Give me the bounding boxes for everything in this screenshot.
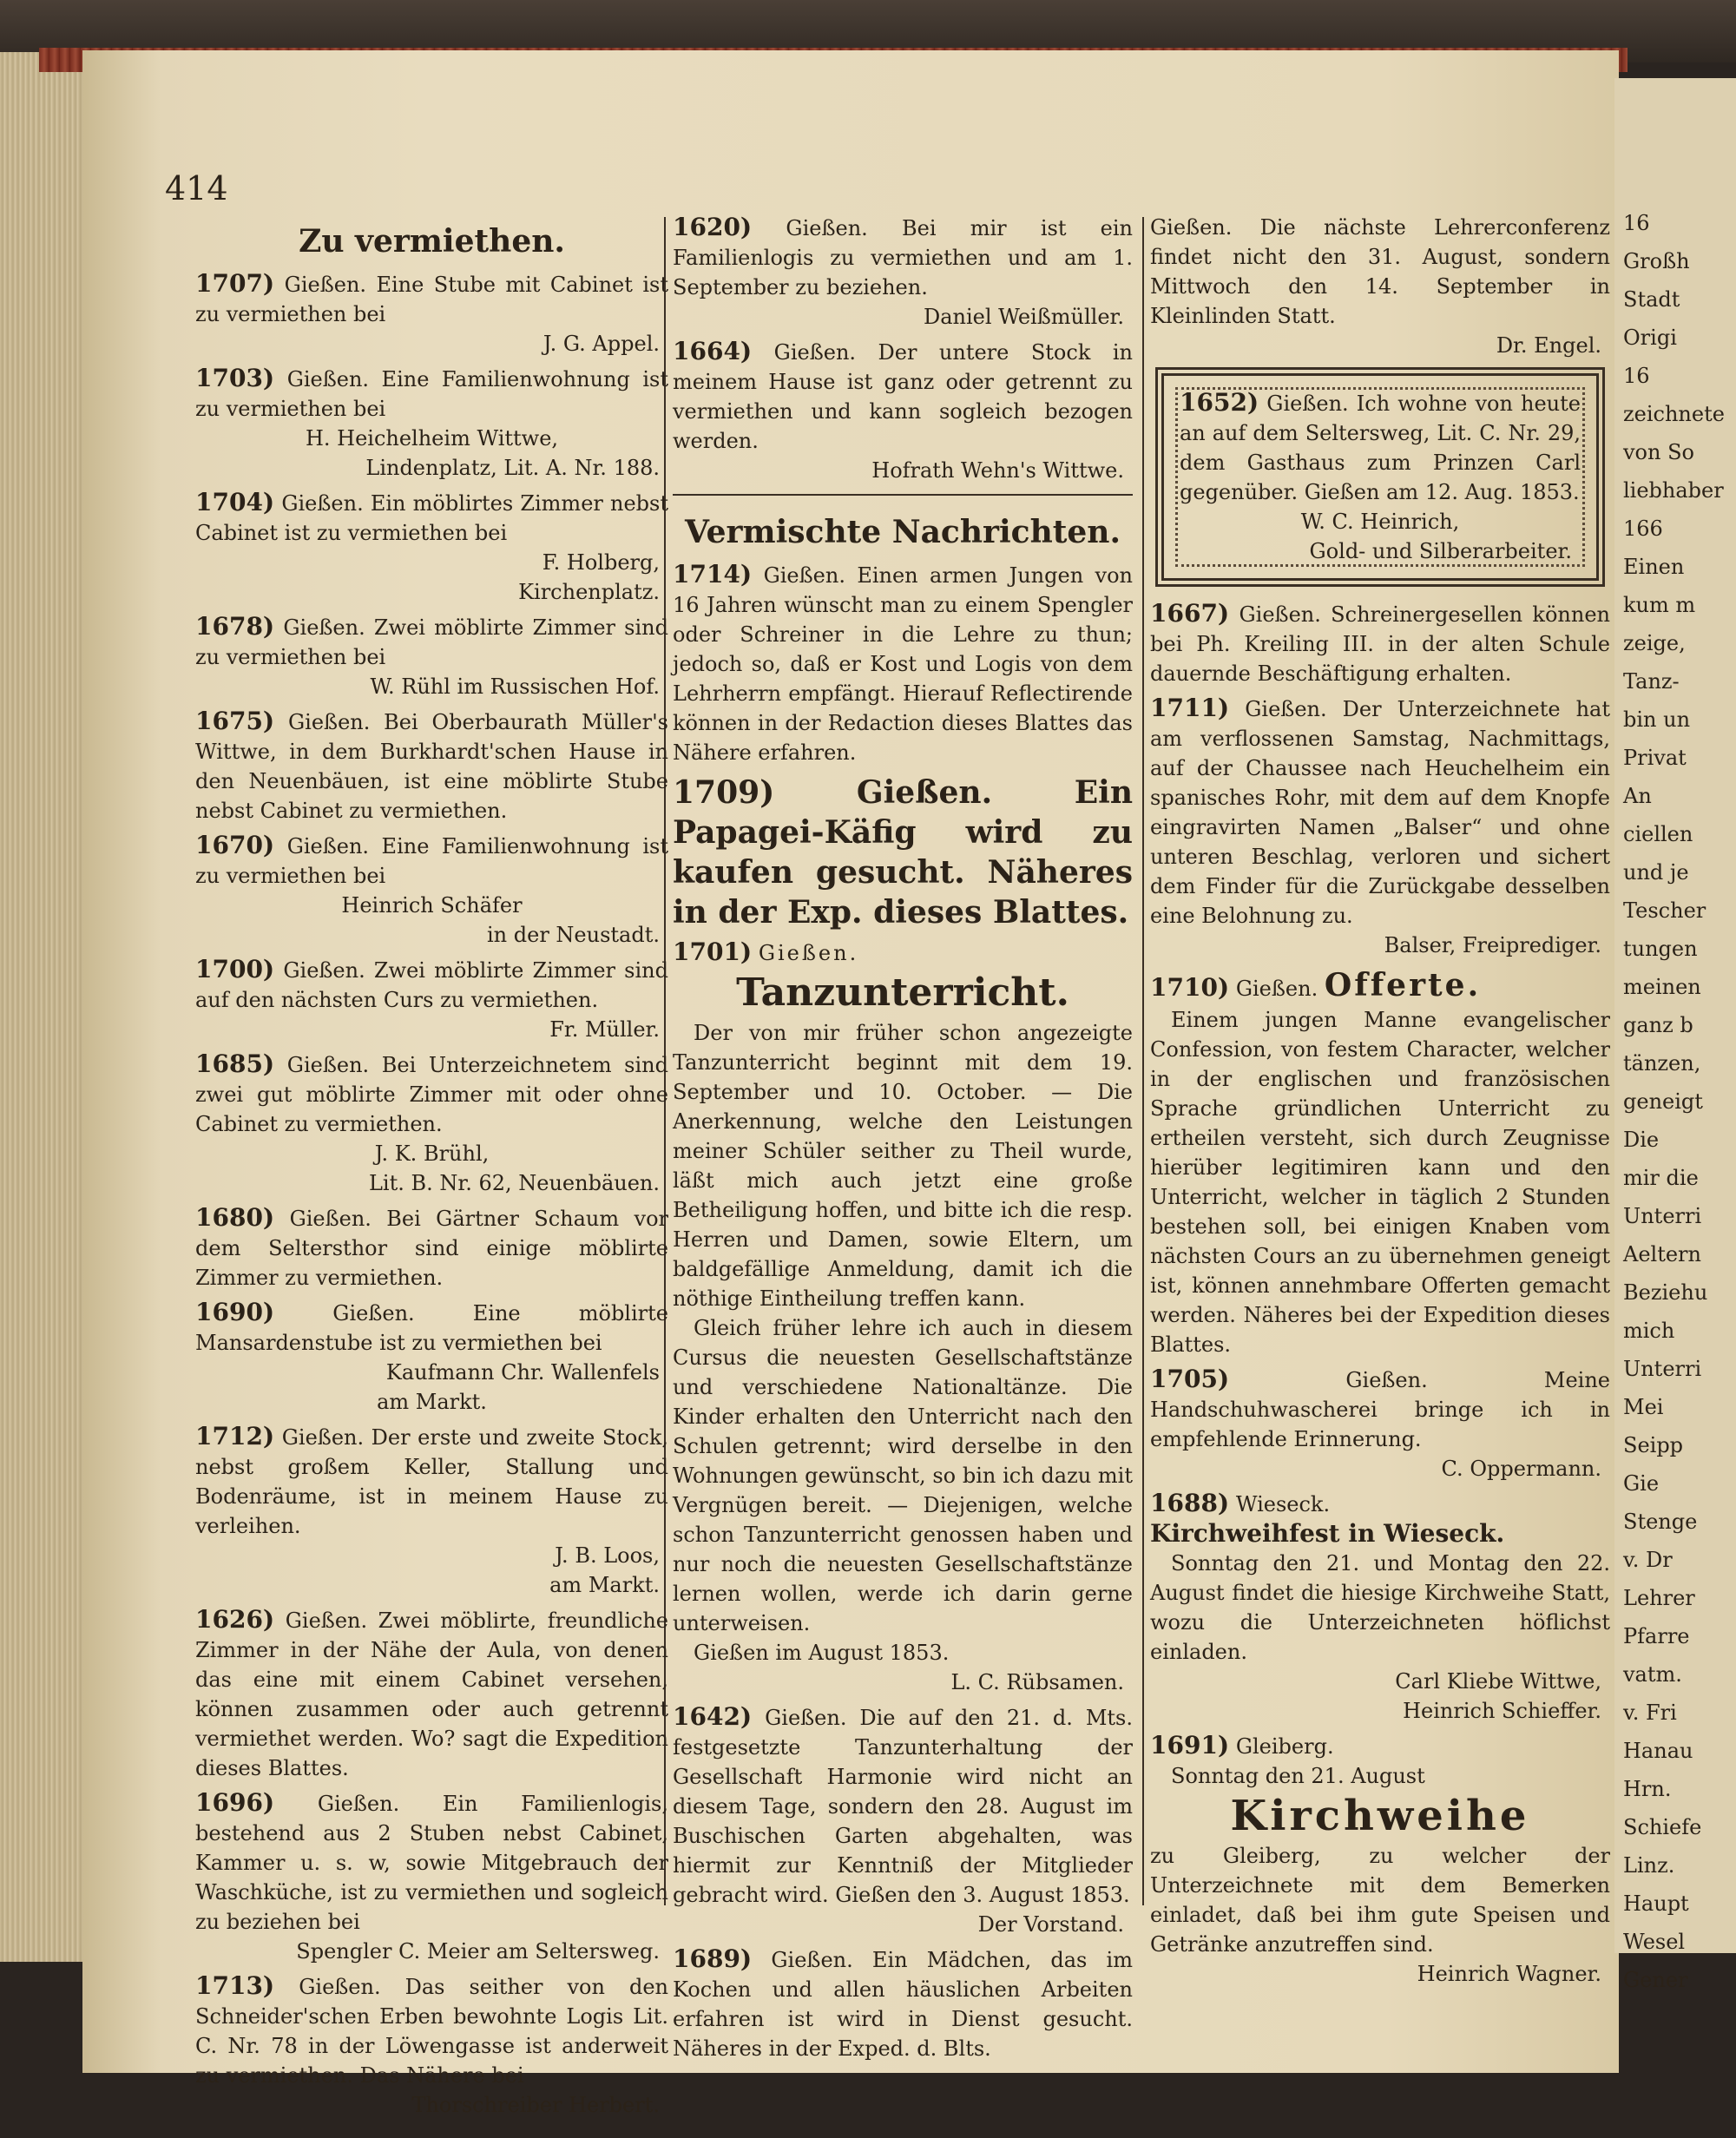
ad-1652-framed: 1652) Gießen. Ich wohne von heute an auf dem Seltersweg, Lit. C. Nr. 29, dem Gasthaus zum Prinzen Carl gegenüber. Gießen am 12. Aug. 1853. W. C. Heinrich, Gold- und Silberarbeiter. [1155,367,1605,587]
fragment-line: An [1623,784,1652,808]
ad-1626: 1626) Gießen. Zwei möblirte, freundliche Zimmer in der Nähe der Aula, von denen das eine mit einem Cabinet versehen, können zusammen oder auch getrennt vermiethet werden. Wo? sagt die Expedition dieses Blattes. [195,1605,668,1780]
ad-1690: 1690) Gießen. Eine möblirte Mansardenstube ist zu vermiethen bei Kaufmann Chr. Wallenfels am Markt. [195,1298,668,1414]
fragment-line: Pfarre [1623,1624,1690,1648]
fragment-line: Lehrer [1623,1586,1695,1610]
fragment-line: 166 [1623,516,1663,541]
fragment-line: bin un [1623,707,1691,732]
ad-1642: 1642) Gießen. Die auf den 21. d. Mts. festgesetzte Tanzunterhaltung der Gesellschaft Harmonie wird nicht an diesem Tage, sondern den 28. August im Buschischen Garten abgehalten, was hiermit zur Kenntniß der Mitglieder gebracht wird. Gießen den 3. August 1853. Der Vorstand. [673,1702,1133,1937]
fragment-line: von So [1623,440,1694,464]
fragment-line: ciellen [1623,822,1693,846]
fragment-line: mir die [1623,1166,1699,1190]
section-rule [673,494,1133,496]
fragment-line: tänzen, [1623,1051,1701,1076]
fragment-line: Unterri [1623,1357,1702,1381]
page-number: 414 [165,169,228,207]
ad-headline: Offerte. [1324,967,1482,1003]
ad-1675: 1675) Gießen. Bei Oberbaurath Müller's Wittwe, in dem Burkhardt'schen Hause in den Neuenbäuen, ist eine möblirte Stube nebst Cabinet zu vermiethen. [195,707,668,823]
section-heading: Zu vermiethen. [299,223,565,260]
ad-1714: 1714) Gießen. Einen armen Jungen von 16 Jahren wünscht man zu einem Spengler oder Schreiner in die Lehre zu thun; jedoch so, daß er Kost und Logis von dem Lehrherrn empfängt. Hierauf Reflectirende können in der Redaction dieses Blattes das Nähere erfahren. [673,560,1133,765]
ad-1696: 1696) Gießen. Ein Familienlogis, bestehend aus 2 Stuben nebst Cabinet, Kammer u. s. w, sowie Mitgebrauch der Waschküche, ist zu vermiethen und sogleich zu beziehen bei Spengler C. Meier am Seltersweg. [195,1788,668,1964]
fragment-line: zeige, [1623,631,1686,655]
fragment-line: Stadt [1623,287,1680,312]
fragment-line: vatm. [1623,1662,1682,1687]
fragment-line: 16 [1623,211,1650,235]
ad-1712: 1712) Gießen. Der erste und zweite Stock, nebst großem Keller, Stallung und Bodenräume, ist in meinem Hause zu verleihen. J. B. Loos, am Markt. [195,1422,668,1597]
fragment-line: Tanz- [1623,669,1680,694]
fragment-line: Einen [1623,555,1685,579]
fragment-line: liebhaber [1623,478,1724,503]
fragment-line: und je [1623,860,1689,885]
fragment-line: mich [1623,1319,1675,1343]
ad-headline: Tanzunterricht. [736,970,1069,1015]
ad-1713: 1713) Gießen. Das seither von den Schneider'schen Erben bewohnte Logis Lit. C. Nr. 78 in der Löwengasse ist anderweit zu vermiethen. Das Nähere bei Thorschreiber Herbert. [195,1971,668,2117]
ad-1667: 1667) Gießen. Schreinergesellen können bei Ph. Kreiling III. in der alten Schule dauernde Beschäftigung erhalten. [1150,599,1610,686]
fragment-line: Großh [1623,249,1690,273]
fragment-line: Mei [1623,1395,1664,1419]
fragment-line: tungen [1623,937,1698,961]
ad-1710: 1710) Gießen. Offerte. Einem jungen Manne evangelischer Confession, von festem Character, welcher in der englischen und französischen Sprache gründlichen Unterricht zu ertheilen versteht, sich durch Zeugnisse hierüber legitimiren kann und den Unterricht, welcher in täglich 2 Stunden bestehen soll, bei einigen Knaben vom nächsten Cours an zu übernehmen geneigt ist, können annehmbare Offerten gemacht werden. Näheres bei der Expedition dieses Blattes. [1150,967,1610,1357]
fragment-line: Hrn. [1623,1777,1672,1801]
column-three [1150,213,1610,1994]
fragment-line: Gener [1623,1968,1688,1992]
ad-headline: Kirchweihfest in Wieseck. [1150,1519,1505,1548]
ad-1688: 1688) Wieseck. Kirchweihfest in Wieseck. Sonntag den 21. und Montag den 22. August findet die hiesige Kirchweihe Statt, wozu die Unterzeichneten höflichst einladen. Carl Kliebe Wittwe, Heinrich Schieffer. [1150,1489,1610,1723]
ad-1703: 1703) Gießen. Eine Familienwohnung ist zu vermiethen bei H. Heichelheim Wittwe, Lindenplatz, Lit. A. Nr. 188. [195,364,668,480]
ad-1680: 1680) Gießen. Bei Gärtner Schaum vor dem Seltersthor sind einige möblirte Zimmer zu vermiethen. [195,1203,668,1290]
fragment-line: geneigt [1623,1089,1703,1114]
fragment-line: Gie [1623,1471,1660,1496]
fragment-line: kum m [1623,593,1696,617]
fragment-line: Beziehu [1623,1280,1708,1305]
fragment-line: Unterri [1623,1204,1702,1228]
ad-headline: Kirchweihe [1230,1792,1530,1840]
ad-1685: 1685) Gießen. Bei Unterzeichnetem sind zwei gut möblirte Zimmer mit oder ohne Cabinet zu vermiethen. J. K. Brühl, Lit. B. Nr. 62, Neuenbäuen. [195,1049,668,1195]
fragment-line: Haupt [1623,1891,1689,1916]
fragment-line: Die [1623,1128,1660,1152]
fragment-line: Hanau [1623,1739,1693,1763]
fragment-line: ganz b [1623,1013,1693,1037]
ad-1691: 1691) Gleiberg. Sonntag den 21. August Kirchweihe zu Gleiberg, zu welcher der Unterzeichnete mit dem Bemerken einladet, daß bei ihm gute Speisen und Getränke anzutreffen sind. Heinrich Wagner. [1150,1731,1610,1986]
ad-1670: 1670) Gießen. Eine Familienwohnung ist zu vermiethen bei Heinrich Schäfer in der Neustadt. [195,831,668,947]
fragment-line: Tescher [1623,898,1706,923]
ad-1711: 1711) Gießen. Der Unterzeichnete hat am verflossenen Samstag, Nachmittags, auf der Chaussee nach Heuchelheim ein spanisches Rohr, mit dem auf dem Knopfe eingravirten Namen „Balser“ und ohne unteren Beschlag, verloren und sichert dem Finder für die Zurückgabe desselben eine Belohnung zu. Balser, Freiprediger. [1150,694,1610,957]
ad-1701: 1701) Gießen. Tanzunterricht. Der von mir früher schon angezeigte Tanzunterricht beginnt mit dem 19. September und 10. October. — Die Anerkennung, welche den Leistungen meiner Schüler seither zu Theil wurde, läßt mich auch jetzt eine große Betheiligung hoffen, und bitte ich die resp. Herren und Damen, sowie Eltern, um baldgefällige Anmeldung, damit ich die nöthige Eintheilung treffen kann. Gleich früher lehre ich auch in diesem Cursus die neuesten Gesellschaftstänze und verschiedene Nationaltänze. Die Kinder erhalten den Unterricht nach den Schulen getrennt; wird derselbe in den Wohnungen gewünscht, so bin ich dazu mit Vergnügen bereit. — Diejenigen, welche schon Tanzunterricht genossen haben und nur noch die neuesten Gesellschaftstänze lernen wollen, werde ich darin gerne unterweisen. Gießen im August 1853. L. C. Rübsamen. [673,937,1133,1694]
ad-1700: 1700) Gießen. Zwei möblirte Zimmer sind auf den nächsten Curs zu vermiethen. Fr. Müller. [195,955,668,1042]
notice-lehrerconferenz: Gießen. Die nächste Lehrerconferenz findet nicht den 31. August, sondern Mittwoch den 14. September in Kleinlinden Statt. Dr. Engel. [1150,215,1610,358]
fragment-line: v. Fri [1623,1701,1677,1725]
fragment-line: meinen [1623,975,1701,999]
ad-1709: 1709) Gießen. Ein Papagei-Käfig wird zu kaufen gesucht. Näheres in der Exp. dieses Blattes. [673,774,1133,931]
adjacent-page-fragment [1614,78,1736,1992]
fragment-line: v. Dr [1623,1548,1673,1572]
ad-1664: 1664) Gießen. Der untere Stock in meinem Hause ist ganz oder getrennt zu vermiethen und kann sogleich bezogen werden. Hofrath Wehn's Wittwe. [673,337,1133,483]
column-divider [1142,217,1144,1905]
fragment-line: 16 [1623,364,1650,388]
fragment-line: Privat [1623,746,1687,770]
ad-1689: 1689) Gießen. Ein Mädchen, das im Kochen und allen häuslichen Arbeiten erfahren ist wird in Dienst gesucht. Näheres in der Exped. d. Blts. [673,1944,1133,2061]
ad-1705: 1705) Gießen. Meine Handschuhwascherei bringe ich in empfehlende Erinnerung. C. Oppermann. [1150,1365,1610,1481]
section-heading: Vermischte Nachrichten. [685,514,1121,550]
fragment-line: Seipp [1623,1433,1684,1457]
fragment-line: Aeltern [1623,1242,1701,1266]
ad-1678: 1678) Gießen. Zwei möblirte Zimmer sind zu vermiethen bei W. Rühl im Russischen Hof. [195,612,668,699]
ad-1620: 1620) Gießen. Bei mir ist ein Familienlogis zu vermiethen und am 1. September zu beziehen. Daniel Weißmüller. [673,213,1133,329]
column-vermischte-nachrichten [673,213,1133,2069]
fragment-line: Schiefe [1623,1815,1702,1839]
ad-1704: 1704) Gießen. Ein möblirtes Zimmer nebst Cabinet ist zu vermiethen bei F. Holberg, Kirchenplatz. [195,488,668,604]
ad-1707: 1707) Gießen. Eine Stube mit Cabinet ist zu vermiethen bei J. G. Appel. [195,269,668,356]
fragment-line: Stenge [1623,1510,1698,1534]
fragment-line: Linz. [1623,1853,1675,1878]
fragment-line: zeichnete [1623,402,1725,426]
fragment-line: Wesel [1623,1930,1686,1954]
fragment-line: Origi [1623,326,1677,350]
column-zu-vermiethen [195,215,668,2125]
book-page-edges [0,52,95,1962]
